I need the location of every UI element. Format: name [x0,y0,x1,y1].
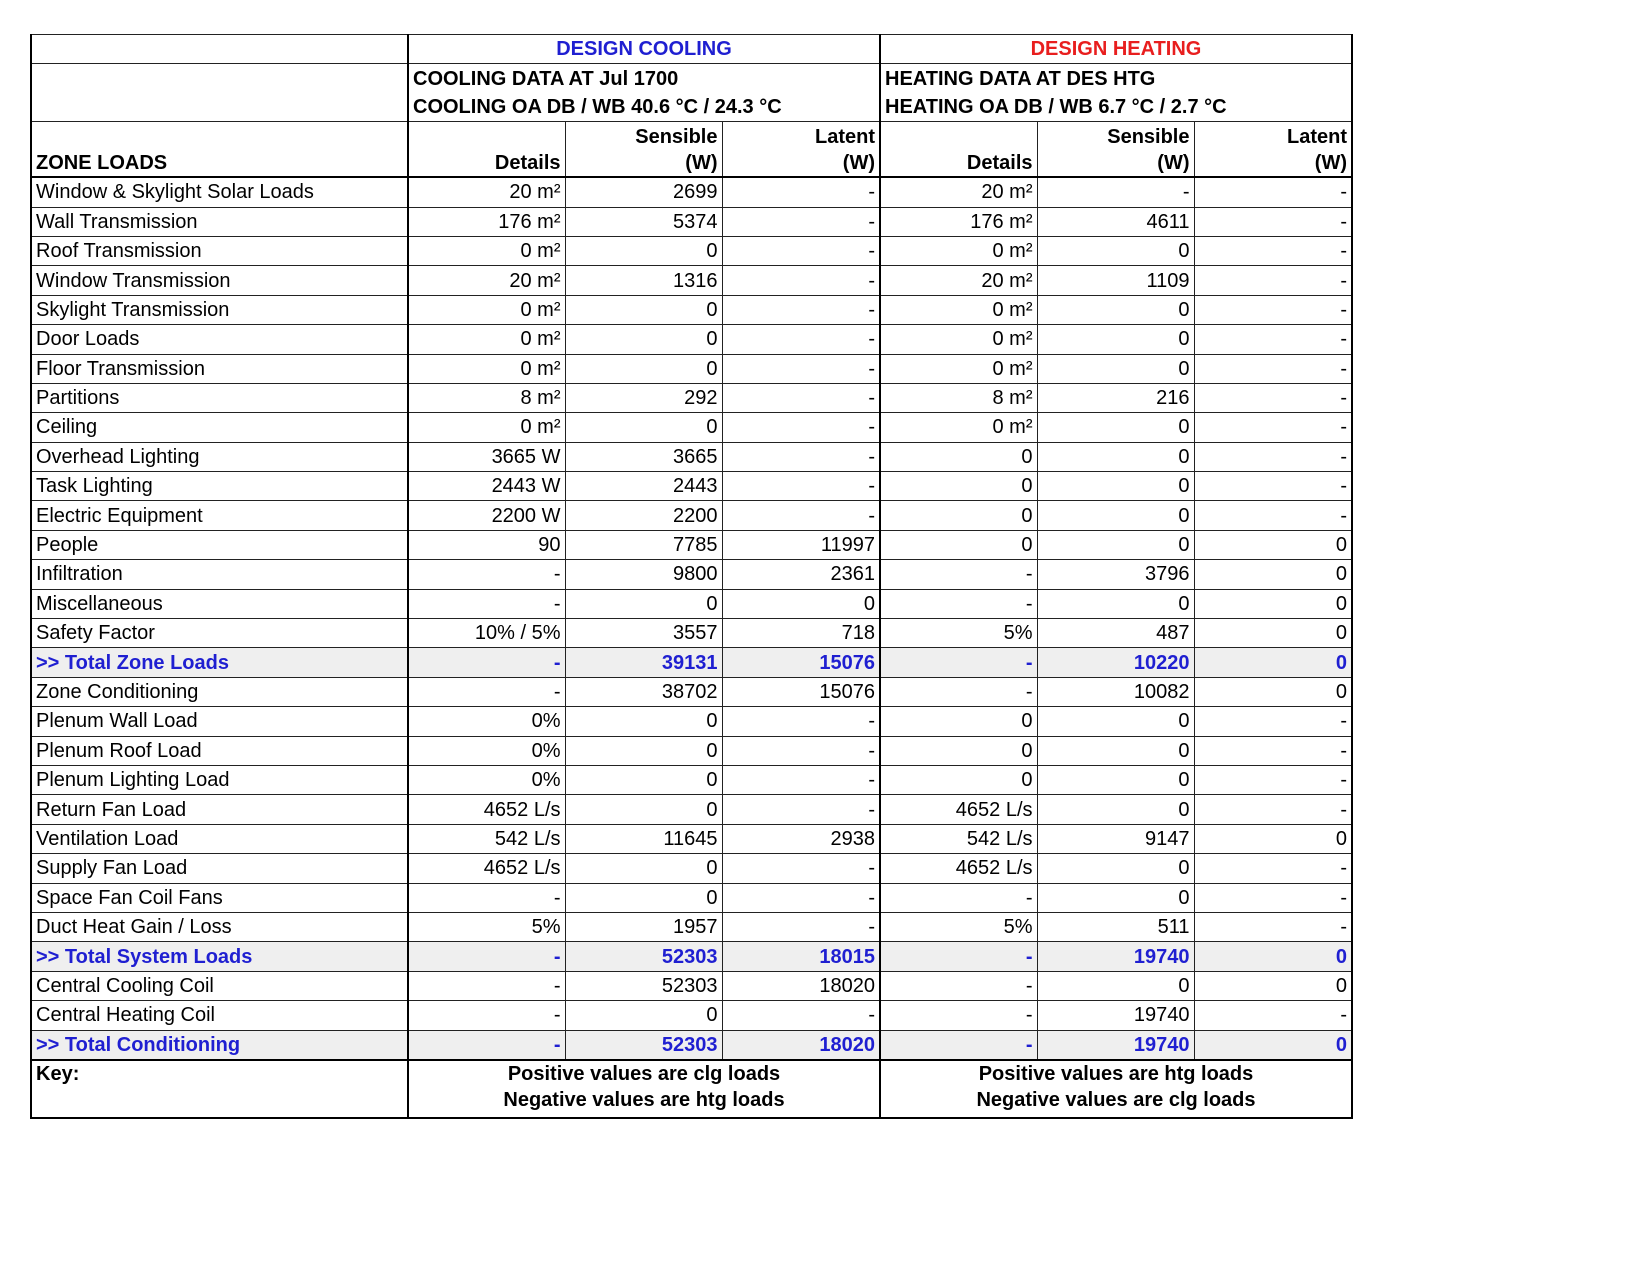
cooling-details-cell: 542 L/s [408,824,565,853]
cooling-latent-cell: 2938 [722,824,880,853]
cooling-details-cell: 0 m² [408,413,565,442]
cooling-latent-header [722,122,880,178]
heating-details-cell: 176 m² [880,207,1037,236]
heating-details-cell: 0 [880,472,1037,501]
heating-oa-line: HEATING OA DB / WB 6.7 °C / 2.7 °C [880,93,1352,122]
heating-sensible-cell: 511 [1037,912,1194,941]
heating-latent-cell: - [1194,472,1352,501]
table-row [31,207,1352,236]
cooling-sensible-cell: 0 [565,1001,722,1030]
heating-details-cell: - [880,589,1037,618]
heating-details-cell: 0 [880,530,1037,559]
cooling-details-cell: 20 m² [408,177,565,207]
heating-details-cell: 0 [880,736,1037,765]
row-label-cell: Plenum Roof Load [31,736,408,765]
heating-latent-cell: - [1194,707,1352,736]
heating-details-cell: 5% [880,619,1037,648]
heating-sensible-cell: 0 [1037,883,1194,912]
table-row [31,383,1352,412]
cooling-latent-cell: 18015 [722,942,880,971]
heating-latent-cell: 0 [1194,824,1352,853]
cooling-sensible-label: Sensible [635,126,718,149]
cooling-details-cell: - [408,883,565,912]
table-row [31,736,1352,765]
row-label-cell: Zone Conditioning [31,677,408,706]
table-row [31,501,1352,530]
row-label-cell: Floor Transmission [31,354,408,383]
cooling-sensible-cell: 0 [565,854,722,883]
heating-details-cell: - [880,942,1037,971]
cooling-latent-cell: - [722,295,880,324]
cooling-latent-cell: - [722,236,880,265]
heating-sensible-cell: 10220 [1037,648,1194,677]
heating-details-cell: 0 [880,442,1037,471]
heating-sensible-cell: 0 [1037,354,1194,383]
heating-sensible-cell: 19740 [1037,942,1194,971]
heating-sensible-cell: - [1037,177,1194,207]
cooling-sensible-cell: 0 [565,236,722,265]
cooling-latent-cell: - [722,765,880,794]
row-label-cell: Central Cooling Coil [31,971,408,1000]
heating-sensible-cell: 0 [1037,971,1194,1000]
cooling-latent-cell: - [722,795,880,824]
key-row [31,1060,1352,1118]
table-row [31,530,1352,559]
cooling-sensible-cell: 52303 [565,971,722,1000]
heating-details-cell: - [880,883,1037,912]
cooling-sensible-cell: 39131 [565,648,722,677]
cooling-details-cell: 10% / 5% [408,619,565,648]
heating-sensible-cell: 0 [1037,707,1194,736]
heating-latent-cell: - [1194,795,1352,824]
heating-latent-cell: - [1194,177,1352,207]
cooling-details-cell: - [408,942,565,971]
heating-sensible-cell: 216 [1037,383,1194,412]
heating-key-line-2: Negative values are clg loads [976,1088,1256,1111]
cooling-details-cell: 2200 W [408,501,565,530]
heating-data-line: HEATING DATA AT DES HTG [880,64,1352,93]
cooling-sensible-cell: 3665 [565,442,722,471]
cooling-details-cell: - [408,1001,565,1030]
row-label-cell: Infiltration [31,560,408,589]
heating-details-cell: 20 m² [880,177,1037,207]
cooling-sensible-cell: 0 [565,795,722,824]
cooling-details-cell: 8 m² [408,383,565,412]
heating-details-cell: 4652 L/s [880,854,1037,883]
heating-sensible-cell: 0 [1037,236,1194,265]
zone-loads-header: ZONE LOADS [31,122,408,178]
heating-details-cell: - [880,677,1037,706]
heating-sensible-cell: 0 [1037,501,1194,530]
cooling-latent-cell: - [722,1001,880,1030]
heating-latent-cell: - [1194,354,1352,383]
heating-latent-cell: - [1194,912,1352,941]
heating-details-cell: 542 L/s [880,824,1037,853]
heating-latent-cell: 0 [1194,560,1352,589]
heating-latent-cell: - [1194,236,1352,265]
table-row [31,707,1352,736]
cooling-latent-cell: - [722,207,880,236]
row-label-cell: Ceiling [31,413,408,442]
cooling-sensible-cell: 2443 [565,472,722,501]
cooling-data-line: COOLING DATA AT Jul 1700 [408,64,880,93]
cooling-latent-cell: - [722,325,880,354]
cooling-details-cell: 0 m² [408,325,565,354]
heating-details-header: Details [880,122,1037,178]
blank-corner-cell [31,35,408,64]
heating-sensible-cell: 0 [1037,736,1194,765]
heating-sensible-cell: 0 [1037,442,1194,471]
cooling-sensible-cell: 0 [565,883,722,912]
row-label-cell: Space Fan Coil Fans [31,883,408,912]
cooling-sensible-cell: 52303 [565,942,722,971]
heating-details-cell: 5% [880,912,1037,941]
cooling-sensible-cell: 1957 [565,912,722,941]
column-header-row [31,122,1352,178]
row-label-cell: Task Lighting [31,472,408,501]
heating-key-line-1: Positive values are htg loads [978,1062,1254,1085]
cooling-sensible-cell: 1316 [565,266,722,295]
cooling-key-line-1: Positive values are clg loads [507,1062,781,1085]
cooling-sensible-cell: 0 [565,707,722,736]
heating-details-cell: 0 [880,501,1037,530]
cooling-oa-line: COOLING OA DB / WB 40.6 °C / 24.3 °C [408,93,880,122]
design-heating-title: DESIGN HEATING [880,35,1352,64]
table-row [31,295,1352,324]
cooling-sensible-cell: 0 [565,765,722,794]
table-row [31,854,1352,883]
cooling-sensible-cell: 38702 [565,677,722,706]
heating-details-cell: 4652 L/s [880,795,1037,824]
cooling-details-cell: 0 m² [408,295,565,324]
heating-latent-cell: - [1194,266,1352,295]
table-row [31,1001,1352,1030]
row-label-cell: Safety Factor [31,619,408,648]
heating-sensible-unit: (W) [1157,152,1190,175]
cooling-latent-cell: - [722,883,880,912]
cooling-latent-label: Latent [815,126,875,149]
heating-details-cell: 8 m² [880,383,1037,412]
cooling-sensible-cell: 11645 [565,824,722,853]
heating-latent-cell: 0 [1194,1030,1352,1060]
heating-latent-cell: - [1194,765,1352,794]
conditions-row-2 [31,93,1352,122]
heating-latent-cell: 0 [1194,942,1352,971]
row-label-cell: Return Fan Load [31,795,408,824]
row-label-cell: Window & Skylight Solar Loads [31,177,408,207]
cooling-latent-unit: (W) [842,152,875,175]
heating-sensible-cell: 9147 [1037,824,1194,853]
cooling-latent-cell: - [722,472,880,501]
row-label-cell: >> Total Zone Loads [31,648,408,677]
heating-latent-cell: - [1194,325,1352,354]
cooling-sensible-cell: 0 [565,354,722,383]
heating-details-cell: - [880,1001,1037,1030]
cooling-latent-cell: - [722,383,880,412]
cooling-sensible-cell: 52303 [565,1030,722,1060]
cooling-sensible-cell: 0 [565,325,722,354]
cooling-details-cell: 0 m² [408,354,565,383]
row-label-cell: Overhead Lighting [31,442,408,471]
cooling-details-cell: - [408,560,565,589]
heating-latent-cell: 0 [1194,530,1352,559]
cooling-latent-cell: 718 [722,619,880,648]
cooling-latent-cell: 0 [722,589,880,618]
table-row [31,971,1352,1000]
cooling-sensible-cell: 7785 [565,530,722,559]
heating-latent-cell: 0 [1194,971,1352,1000]
heating-sensible-cell: 0 [1037,530,1194,559]
row-label-cell: Electric Equipment [31,501,408,530]
heating-sensible-cell: 3796 [1037,560,1194,589]
table-row [31,589,1352,618]
cooling-sensible-cell: 0 [565,295,722,324]
zone-loads-table [30,34,1353,1119]
heating-latent-cell: 0 [1194,648,1352,677]
table-row [31,883,1352,912]
table-row [31,560,1352,589]
cooling-details-cell: 0 m² [408,236,565,265]
heating-details-cell: - [880,560,1037,589]
heating-details-cell: 0 m² [880,325,1037,354]
heating-details-cell: 0 m² [880,413,1037,442]
cooling-latent-cell: - [722,413,880,442]
cooling-sensible-cell: 292 [565,383,722,412]
cooling-latent-cell: - [722,266,880,295]
row-label-cell: Partitions [31,383,408,412]
heating-details-cell: 20 m² [880,266,1037,295]
heating-details-cell: 0 m² [880,354,1037,383]
cooling-key-note [408,1060,880,1118]
heating-latent-cell: - [1194,854,1352,883]
cooling-latent-cell: - [722,736,880,765]
cooling-details-cell: 2443 W [408,472,565,501]
row-label-cell: Central Heating Coil [31,1001,408,1030]
heating-sensible-cell: 10082 [1037,677,1194,706]
heating-sensible-cell: 0 [1037,589,1194,618]
cooling-details-cell: 4652 L/s [408,854,565,883]
cooling-sensible-cell: 0 [565,589,722,618]
heating-details-cell: - [880,1030,1037,1060]
heating-key-note [880,1060,1352,1118]
cooling-details-cell: 20 m² [408,266,565,295]
table-row [31,472,1352,501]
heating-sensible-label: Sensible [1107,126,1190,149]
row-label-cell: Supply Fan Load [31,854,408,883]
heating-latent-unit: (W) [1314,152,1347,175]
cooling-latent-cell: 18020 [722,971,880,1000]
heating-sensible-cell: 0 [1037,325,1194,354]
heating-sensible-cell: 0 [1037,765,1194,794]
key-label: Key: [31,1060,408,1118]
row-label-cell: Miscellaneous [31,589,408,618]
design-title-row [31,35,1352,64]
cooling-latent-cell: - [722,442,880,471]
row-label-cell: Roof Transmission [31,236,408,265]
cooling-latent-cell: - [722,707,880,736]
table-row [31,266,1352,295]
heating-sensible-cell: 487 [1037,619,1194,648]
row-label-cell: Plenum Wall Load [31,707,408,736]
row-label-cell: Wall Transmission [31,207,408,236]
heating-sensible-cell: 19740 [1037,1001,1194,1030]
heating-latent-cell: - [1194,736,1352,765]
total-row [31,942,1352,971]
heating-sensible-cell: 0 [1037,413,1194,442]
cooling-latent-cell: 18020 [722,1030,880,1060]
row-label-cell: Door Loads [31,325,408,354]
table-row [31,442,1352,471]
cooling-details-cell: - [408,971,565,1000]
total-row [31,648,1352,677]
heating-sensible-cell: 0 [1037,472,1194,501]
heating-latent-cell: 0 [1194,619,1352,648]
heating-sensible-cell: 0 [1037,795,1194,824]
cooling-details-cell: 0% [408,707,565,736]
table-row [31,795,1352,824]
cooling-details-header: Details [408,122,565,178]
heating-details-cell: 0 m² [880,295,1037,324]
cooling-details-cell: 0% [408,736,565,765]
heating-latent-label: Latent [1287,126,1347,149]
blank-conditions-cell-2 [31,93,408,122]
heating-latent-cell: - [1194,501,1352,530]
cooling-details-cell: - [408,648,565,677]
heating-latent-cell: - [1194,207,1352,236]
heating-details-cell: - [880,648,1037,677]
cooling-details-cell: 0% [408,765,565,794]
heating-latent-cell: - [1194,413,1352,442]
cooling-details-cell: - [408,677,565,706]
table-row [31,619,1352,648]
cooling-sensible-cell: 0 [565,413,722,442]
cooling-details-cell: 176 m² [408,207,565,236]
table-row [31,413,1352,442]
row-label-cell: Skylight Transmission [31,295,408,324]
cooling-sensible-cell: 9800 [565,560,722,589]
cooling-sensible-cell: 3557 [565,619,722,648]
heating-details-cell: 0 [880,707,1037,736]
heating-latent-cell: 0 [1194,589,1352,618]
conditions-row [31,64,1352,93]
heating-sensible-cell: 19740 [1037,1030,1194,1060]
row-label-cell: >> Total System Loads [31,942,408,971]
cooling-details-cell: - [408,589,565,618]
row-label-cell: Plenum Lighting Load [31,765,408,794]
table-row [31,677,1352,706]
heating-sensible-cell: 1109 [1037,266,1194,295]
cooling-sensible-unit: (W) [685,152,718,175]
heating-latent-cell: - [1194,383,1352,412]
cooling-sensible-cell: 2699 [565,177,722,207]
heating-sensible-header [1037,122,1194,178]
table-row [31,354,1352,383]
cooling-latent-cell: - [722,354,880,383]
cooling-sensible-header [565,122,722,178]
heating-latent-cell: - [1194,295,1352,324]
table-row [31,765,1352,794]
heating-latent-cell: - [1194,883,1352,912]
cooling-details-cell: 4652 L/s [408,795,565,824]
heating-details-cell: - [880,971,1037,1000]
total-row [31,1030,1352,1060]
cooling-details-cell: 5% [408,912,565,941]
heating-sensible-cell: 4611 [1037,207,1194,236]
cooling-details-cell: - [408,1030,565,1060]
cooling-latent-cell: 15076 [722,677,880,706]
cooling-sensible-cell: 0 [565,736,722,765]
cooling-details-cell: 3665 W [408,442,565,471]
cooling-details-cell: 90 [408,530,565,559]
heating-details-cell: 0 [880,765,1037,794]
heating-details-cell: 0 m² [880,236,1037,265]
design-cooling-title: DESIGN COOLING [408,35,880,64]
table-row [31,824,1352,853]
cooling-latent-cell: 15076 [722,648,880,677]
table-row [31,236,1352,265]
table-row [31,325,1352,354]
row-label-cell: >> Total Conditioning [31,1030,408,1060]
blank-conditions-cell [31,64,408,93]
heating-sensible-cell: 0 [1037,854,1194,883]
table-row [31,177,1352,207]
cooling-latent-cell: - [722,177,880,207]
row-label-cell: Duct Heat Gain / Loss [31,912,408,941]
cooling-latent-cell: 11997 [722,530,880,559]
row-label-cell: Ventilation Load [31,824,408,853]
row-label-cell: Window Transmission [31,266,408,295]
heating-latent-cell: - [1194,442,1352,471]
heating-latent-cell: - [1194,1001,1352,1030]
cooling-latent-cell: 2361 [722,560,880,589]
cooling-latent-cell: - [722,854,880,883]
cooling-latent-cell: - [722,912,880,941]
cooling-sensible-cell: 5374 [565,207,722,236]
table-row [31,912,1352,941]
cooling-latent-cell: - [722,501,880,530]
heating-latent-header [1194,122,1352,178]
heating-sensible-cell: 0 [1037,295,1194,324]
heating-latent-cell: 0 [1194,677,1352,706]
cooling-key-line-2: Negative values are htg loads [503,1088,785,1111]
row-label-cell: People [31,530,408,559]
cooling-sensible-cell: 2200 [565,501,722,530]
